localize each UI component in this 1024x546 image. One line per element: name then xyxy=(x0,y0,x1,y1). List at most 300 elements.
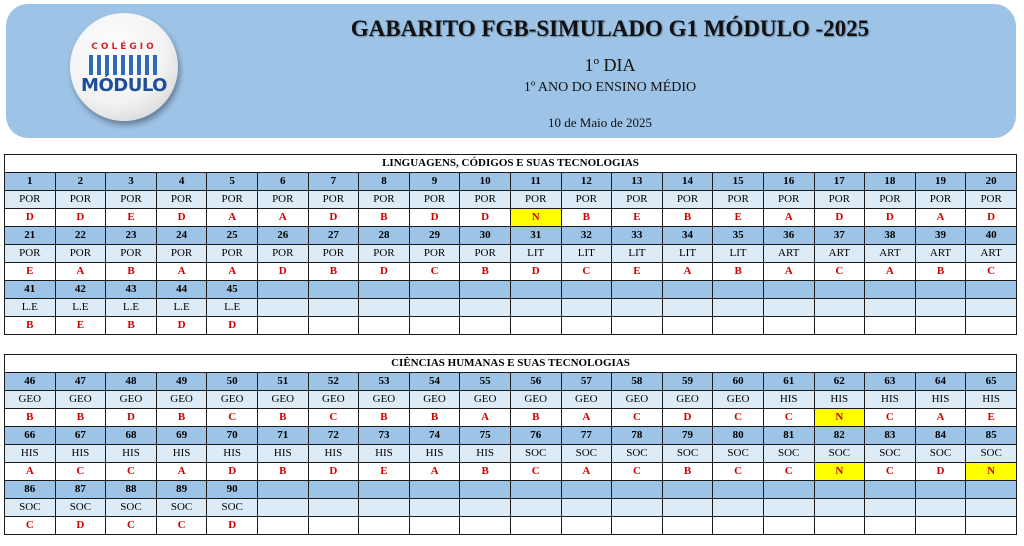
answer-cell: B xyxy=(55,409,106,427)
subject-code xyxy=(257,299,308,317)
answer-cell: B xyxy=(510,409,561,427)
subject-code xyxy=(865,299,916,317)
question-number: 29 xyxy=(409,227,460,245)
answer-cell: C xyxy=(156,517,207,535)
answer-cell: C xyxy=(106,463,157,481)
question-number: 15 xyxy=(713,173,764,191)
answer-cell: E xyxy=(106,209,157,227)
subject-code: POR xyxy=(814,191,865,209)
question-number: 13 xyxy=(612,173,663,191)
answer-cell: D xyxy=(662,409,713,427)
answer-cell: B xyxy=(561,209,612,227)
subject-code xyxy=(561,499,612,517)
subject-code: GEO xyxy=(612,391,663,409)
question-number: 19 xyxy=(915,173,966,191)
question-number: 42 xyxy=(55,281,106,299)
question-number-row xyxy=(5,373,1017,391)
answer-cell: A xyxy=(156,263,207,281)
question-number: 64 xyxy=(915,373,966,391)
question-number xyxy=(662,281,713,299)
answer-cell: E xyxy=(713,209,764,227)
question-number: 26 xyxy=(257,227,308,245)
answer-cell: D xyxy=(865,209,916,227)
question-number: 12 xyxy=(561,173,612,191)
answer-cell: D xyxy=(966,209,1017,227)
question-number: 48 xyxy=(106,373,157,391)
question-number-row xyxy=(5,227,1017,245)
question-number: 61 xyxy=(763,373,814,391)
subject-code: GEO xyxy=(156,391,207,409)
answer-cell: B xyxy=(257,463,308,481)
question-number: 3 xyxy=(106,173,157,191)
question-number xyxy=(612,281,663,299)
answer-cell: A xyxy=(561,409,612,427)
subject-code: GEO xyxy=(409,391,460,409)
subject-code: HIS xyxy=(359,445,410,463)
question-number: 7 xyxy=(308,173,359,191)
answer-cell: B xyxy=(106,317,157,335)
answer-cell: C xyxy=(106,517,157,535)
question-number-row xyxy=(5,427,1017,445)
subject-code: GEO xyxy=(106,391,157,409)
subject-code: SOC xyxy=(5,499,56,517)
question-number xyxy=(561,281,612,299)
subject-code xyxy=(510,299,561,317)
subject-code: SOC xyxy=(713,445,764,463)
subject-code: POR xyxy=(5,191,56,209)
logo-name-text: MÓDULO xyxy=(81,75,167,96)
answer-cell xyxy=(612,517,663,535)
subject-code: POR xyxy=(257,245,308,263)
answer-cell: B xyxy=(915,263,966,281)
question-number: 2 xyxy=(55,173,106,191)
answer-cell: B xyxy=(257,409,308,427)
answer-cell xyxy=(561,517,612,535)
subject-code: LIT xyxy=(510,245,561,263)
answer-cell: A xyxy=(915,409,966,427)
subject-code xyxy=(460,299,511,317)
answer-cell-row xyxy=(5,209,1017,227)
question-number: 72 xyxy=(308,427,359,445)
subject-code: GEO xyxy=(359,391,410,409)
question-number xyxy=(713,481,764,499)
answer-cell: E xyxy=(55,317,106,335)
answer-cell xyxy=(865,317,916,335)
answer-cell: B xyxy=(662,209,713,227)
question-number: 41 xyxy=(5,281,56,299)
answer-cell: D xyxy=(207,463,258,481)
subject-code xyxy=(308,299,359,317)
answer-cell: B xyxy=(5,409,56,427)
answer-cell-row xyxy=(5,409,1017,427)
answer-cell: D xyxy=(156,317,207,335)
answer-cell: E xyxy=(612,263,663,281)
question-number: 56 xyxy=(510,373,561,391)
question-number: 66 xyxy=(5,427,56,445)
subject-code: ART xyxy=(814,245,865,263)
answer-cell: C xyxy=(763,409,814,427)
question-number xyxy=(409,481,460,499)
answer-cell: A xyxy=(662,263,713,281)
answer-cell: C xyxy=(763,463,814,481)
subject-code: HIS xyxy=(308,445,359,463)
answer-cell xyxy=(612,317,663,335)
subject-code: HIS xyxy=(915,391,966,409)
answer-cell: A xyxy=(409,463,460,481)
question-number: 8 xyxy=(359,173,410,191)
subject-code xyxy=(612,499,663,517)
answer-cell: B xyxy=(409,409,460,427)
answer-cell: B xyxy=(359,209,410,227)
answer-cell: D xyxy=(106,409,157,427)
subject-code xyxy=(713,299,764,317)
question-number xyxy=(359,281,410,299)
answer-cell: C xyxy=(510,463,561,481)
subject-code: POR xyxy=(207,245,258,263)
subject-code xyxy=(359,499,410,517)
answer-cell: D xyxy=(156,209,207,227)
question-number xyxy=(257,481,308,499)
question-number: 75 xyxy=(460,427,511,445)
question-number: 65 xyxy=(966,373,1017,391)
subject-code: SOC xyxy=(966,445,1017,463)
answer-cell-row xyxy=(5,263,1017,281)
question-number: 34 xyxy=(662,227,713,245)
answer-cell xyxy=(915,317,966,335)
question-number: 82 xyxy=(814,427,865,445)
answer-cell: E xyxy=(612,209,663,227)
subject-code xyxy=(662,499,713,517)
answer-cell: D xyxy=(460,209,511,227)
question-number: 46 xyxy=(5,373,56,391)
answer-cell xyxy=(915,517,966,535)
subject-code: GEO xyxy=(510,391,561,409)
answer-cell: A xyxy=(460,409,511,427)
answer-cell: A xyxy=(257,209,308,227)
answer-cell: B xyxy=(460,263,511,281)
question-number: 21 xyxy=(5,227,56,245)
school-logo xyxy=(70,13,178,121)
subject-code: HIS xyxy=(966,391,1017,409)
question-number: 17 xyxy=(814,173,865,191)
subject-code xyxy=(915,299,966,317)
question-number: 44 xyxy=(156,281,207,299)
question-number: 35 xyxy=(713,227,764,245)
section-title: LINGUAGENS, CÓDIGOS E SUAS TECNOLOGIAS xyxy=(5,155,1017,173)
answer-cell xyxy=(865,517,916,535)
subject-code: POR xyxy=(612,191,663,209)
section-humanas-table xyxy=(4,354,1017,535)
answer-cell xyxy=(460,517,511,535)
subject-code: SOC xyxy=(510,445,561,463)
question-number: 74 xyxy=(409,427,460,445)
subject-code-row xyxy=(5,445,1017,463)
subject-code xyxy=(713,499,764,517)
answer-cell xyxy=(713,517,764,535)
subject-code: ART xyxy=(865,245,916,263)
question-number: 31 xyxy=(510,227,561,245)
answer-cell: A xyxy=(207,209,258,227)
answer-cell: D xyxy=(510,263,561,281)
subject-code xyxy=(257,499,308,517)
answer-cell xyxy=(763,517,814,535)
subject-code: POR xyxy=(207,191,258,209)
answer-cell: N xyxy=(814,463,865,481)
subject-code: HIS xyxy=(257,445,308,463)
question-number xyxy=(561,481,612,499)
question-number: 85 xyxy=(966,427,1017,445)
subject-code: POR xyxy=(55,245,106,263)
subject-code: POR xyxy=(409,245,460,263)
subject-code: SOC xyxy=(106,499,157,517)
question-number: 60 xyxy=(713,373,764,391)
answer-cell xyxy=(966,317,1017,335)
answer-cell xyxy=(814,517,865,535)
subject-code xyxy=(915,499,966,517)
question-number xyxy=(308,281,359,299)
subject-code: GEO xyxy=(561,391,612,409)
subject-code: POR xyxy=(561,191,612,209)
subject-code: HIS xyxy=(763,391,814,409)
question-number: 40 xyxy=(966,227,1017,245)
subject-code: GEO xyxy=(460,391,511,409)
subject-code: HIS xyxy=(814,391,865,409)
question-number: 68 xyxy=(106,427,157,445)
answer-cell-row xyxy=(5,463,1017,481)
answer-cell: A xyxy=(865,263,916,281)
question-number xyxy=(308,481,359,499)
subject-code: POR xyxy=(865,191,916,209)
answer-cell: N xyxy=(966,463,1017,481)
question-number: 6 xyxy=(257,173,308,191)
subject-code: SOC xyxy=(763,445,814,463)
question-number: 90 xyxy=(207,481,258,499)
subject-code: GEO xyxy=(257,391,308,409)
answer-cell: C xyxy=(966,263,1017,281)
question-number: 76 xyxy=(510,427,561,445)
question-number xyxy=(966,281,1017,299)
subject-code: L.E xyxy=(5,299,56,317)
exam-date: 10 de Maio de 2025 xyxy=(548,115,652,130)
subject-code: SOC xyxy=(55,499,106,517)
question-number: 67 xyxy=(55,427,106,445)
question-number xyxy=(865,281,916,299)
answer-cell: C xyxy=(55,463,106,481)
question-number: 14 xyxy=(662,173,713,191)
subject-code: POR xyxy=(915,191,966,209)
subject-code xyxy=(662,299,713,317)
answer-cell xyxy=(814,317,865,335)
question-number xyxy=(814,281,865,299)
subject-code: LIT xyxy=(662,245,713,263)
logo-top-text: COLÉGIO xyxy=(91,42,157,52)
subject-code: ART xyxy=(763,245,814,263)
subject-code xyxy=(763,499,814,517)
subject-code: POR xyxy=(763,191,814,209)
answer-cell: C xyxy=(612,463,663,481)
question-number: 37 xyxy=(814,227,865,245)
question-number: 58 xyxy=(612,373,663,391)
subject-code xyxy=(966,499,1017,517)
answer-cell: A xyxy=(5,463,56,481)
answer-cell: A xyxy=(763,209,814,227)
question-number: 86 xyxy=(5,481,56,499)
question-number: 16 xyxy=(763,173,814,191)
answer-cell: C xyxy=(308,409,359,427)
subject-code: ART xyxy=(966,245,1017,263)
answer-cell xyxy=(713,317,764,335)
question-number xyxy=(510,281,561,299)
subject-code xyxy=(814,499,865,517)
question-number: 24 xyxy=(156,227,207,245)
subject-code: POR xyxy=(460,245,511,263)
answer-cell xyxy=(359,517,410,535)
question-number: 45 xyxy=(207,281,258,299)
answer-cell: E xyxy=(359,463,410,481)
question-number: 51 xyxy=(257,373,308,391)
subject-code: POR xyxy=(359,191,410,209)
answer-cell: D xyxy=(308,463,359,481)
answer-cell: D xyxy=(55,517,106,535)
subject-code: HIS xyxy=(865,391,916,409)
subject-code: LIT xyxy=(713,245,764,263)
question-number: 83 xyxy=(865,427,916,445)
subject-code: POR xyxy=(106,245,157,263)
answer-cell: A xyxy=(561,463,612,481)
question-number: 55 xyxy=(460,373,511,391)
answer-cell: C xyxy=(713,463,764,481)
answer-cell: B xyxy=(713,263,764,281)
question-number: 47 xyxy=(55,373,106,391)
answer-cell: D xyxy=(207,517,258,535)
question-number xyxy=(409,281,460,299)
question-number: 25 xyxy=(207,227,258,245)
subject-code: GEO xyxy=(662,391,713,409)
answer-cell: C xyxy=(865,409,916,427)
answer-cell: N xyxy=(510,209,561,227)
answer-cell: A xyxy=(763,263,814,281)
subject-code: POR xyxy=(308,245,359,263)
subject-code: GEO xyxy=(308,391,359,409)
question-number xyxy=(915,281,966,299)
logo-bars-icon xyxy=(89,55,159,75)
question-number: 53 xyxy=(359,373,410,391)
subject-code: POR xyxy=(359,245,410,263)
subject-code: HIS xyxy=(5,445,56,463)
subject-code xyxy=(510,499,561,517)
question-number xyxy=(359,481,410,499)
question-number: 18 xyxy=(865,173,916,191)
subject-code: L.E xyxy=(106,299,157,317)
question-number: 84 xyxy=(915,427,966,445)
question-number: 52 xyxy=(308,373,359,391)
question-number: 69 xyxy=(156,427,207,445)
answer-cell: B xyxy=(662,463,713,481)
subject-code: ART xyxy=(915,245,966,263)
answer-cell: B xyxy=(460,463,511,481)
answer-cell: B xyxy=(156,409,207,427)
subject-code: POR xyxy=(713,191,764,209)
answer-cell: E xyxy=(966,409,1017,427)
answer-cell: B xyxy=(359,409,410,427)
subject-code: GEO xyxy=(5,391,56,409)
answer-cell: D xyxy=(55,209,106,227)
question-number: 79 xyxy=(662,427,713,445)
grade-level: 1º ANO DO ENSINO MÉDIO xyxy=(523,80,697,95)
subject-code: POR xyxy=(308,191,359,209)
question-number: 78 xyxy=(612,427,663,445)
subject-code xyxy=(359,299,410,317)
question-number: 43 xyxy=(106,281,157,299)
subject-code: SOC xyxy=(865,445,916,463)
question-number: 89 xyxy=(156,481,207,499)
subject-code: LIT xyxy=(561,245,612,263)
answer-cell: C xyxy=(409,263,460,281)
answer-cell xyxy=(662,317,713,335)
subject-code xyxy=(409,299,460,317)
subject-code: GEO xyxy=(55,391,106,409)
answer-cell: A xyxy=(55,263,106,281)
subject-code: POR xyxy=(5,245,56,263)
question-number-row xyxy=(5,481,1017,499)
subject-code: L.E xyxy=(55,299,106,317)
question-number: 70 xyxy=(207,427,258,445)
answer-cell: C xyxy=(814,263,865,281)
question-number: 11 xyxy=(510,173,561,191)
subject-code-row xyxy=(5,299,1017,317)
subject-code xyxy=(308,499,359,517)
subject-code: HIS xyxy=(460,445,511,463)
answer-cell: E xyxy=(5,263,56,281)
subject-code: POR xyxy=(510,191,561,209)
answer-cell xyxy=(510,317,561,335)
answer-cell: D xyxy=(308,209,359,227)
answer-cell-row xyxy=(5,517,1017,535)
answer-cell: N xyxy=(814,409,865,427)
answer-cell xyxy=(257,317,308,335)
subject-code: POR xyxy=(662,191,713,209)
subject-code: HIS xyxy=(409,445,460,463)
subject-code xyxy=(966,299,1017,317)
question-number xyxy=(814,481,865,499)
question-number xyxy=(257,281,308,299)
subject-code: POR xyxy=(106,191,157,209)
question-number: 81 xyxy=(763,427,814,445)
answer-cell xyxy=(409,517,460,535)
question-number xyxy=(460,281,511,299)
answer-cell: D xyxy=(257,263,308,281)
answer-cell: A xyxy=(915,209,966,227)
question-number: 4 xyxy=(156,173,207,191)
subject-code: GEO xyxy=(713,391,764,409)
subject-code: SOC xyxy=(662,445,713,463)
subject-code xyxy=(865,499,916,517)
question-number: 50 xyxy=(207,373,258,391)
answer-cell: D xyxy=(915,463,966,481)
question-number xyxy=(865,481,916,499)
section-title: CIÊNCIAS HUMANAS E SUAS TECNOLOGIAS xyxy=(5,355,1017,373)
answer-cell: C xyxy=(713,409,764,427)
subject-code: L.E xyxy=(207,299,258,317)
question-number: 49 xyxy=(156,373,207,391)
answer-cell xyxy=(460,317,511,335)
subject-code xyxy=(763,299,814,317)
subject-code: SOC xyxy=(156,499,207,517)
answer-cell xyxy=(359,317,410,335)
answer-cell: D xyxy=(207,317,258,335)
subject-code: POR xyxy=(55,191,106,209)
subject-code xyxy=(561,299,612,317)
